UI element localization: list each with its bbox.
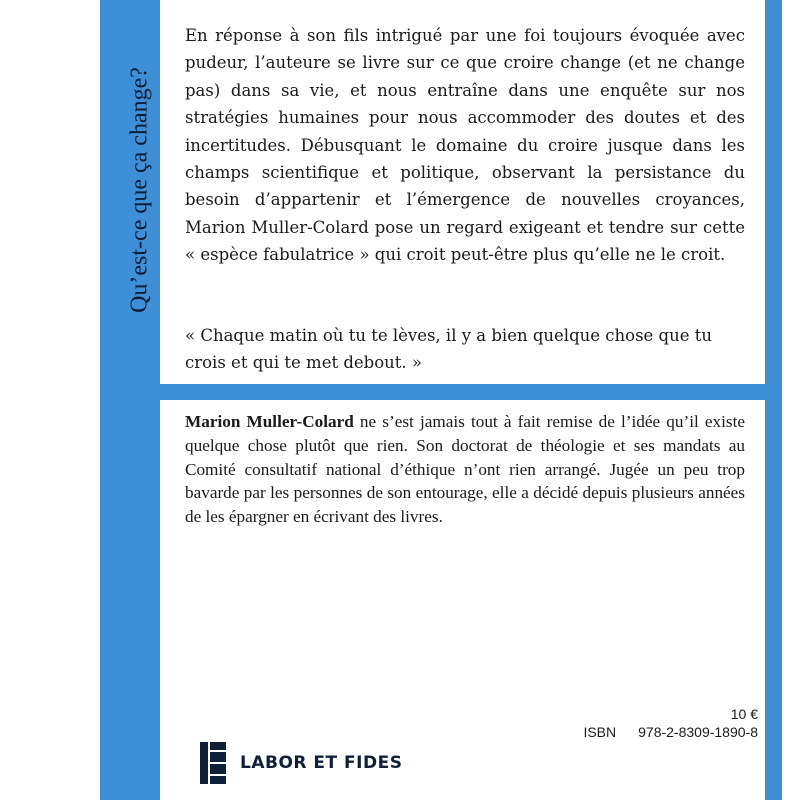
publisher-block	[200, 742, 402, 784]
price-label: 10 €	[730, 706, 758, 722]
author-name: Marion Muller-Colard	[185, 412, 354, 431]
quote-text: « Chaque matin où tu te lèves, il y a bien quelque chose que tu crois et qui te met debout. »	[185, 326, 713, 373]
vertical-book-title: Qu’est-ce que ça change?	[126, 67, 153, 313]
isbn-value: 978-2-8309-1890-8	[638, 724, 758, 740]
publisher-name: LABOR ET FIDES	[240, 753, 403, 773]
isbn-label: ISBN	[583, 724, 617, 740]
author-bio	[185, 410, 745, 529]
author-bio-text: ne s’est jamais tout à fait remise de l’idée qu’il existe quelque chose plutôt que rien. Son doctorat de théologie et ses mandats au Comité consultatif national d’éthique n’ont rien arrangé. Jugée un peu trop bavarde par les personnes de son entourage, elle a décidé depuis plusieurs années de les épargner en écrivant des livres.	[185, 412, 745, 527]
synopsis-text: En réponse à son fils intrigué par une foi toujours évoquée avec pudeur, l’auteure se livre sur ce que croire change (et ne change pas) dans sa vie, et nous entraîne dans une enquête sur nos stratégies humaines pour nous accommoder des doutes et des incertitudes. Débusquant le domaine du croire jusque dans les champs scientifique et politique, observant la persistance du besoin d’appartenir et l’émergence de nouvelles croyances, Marion Muller-Colard pose un regard exigeant et tendre sur cette « espèce fabulatrice » qui croit peut-être plus qu’elle ne le croit.	[185, 26, 745, 265]
barcode-area	[480, 700, 765, 800]
isbn-row	[583, 724, 758, 740]
labor-et-fides-logo-icon	[200, 742, 226, 784]
